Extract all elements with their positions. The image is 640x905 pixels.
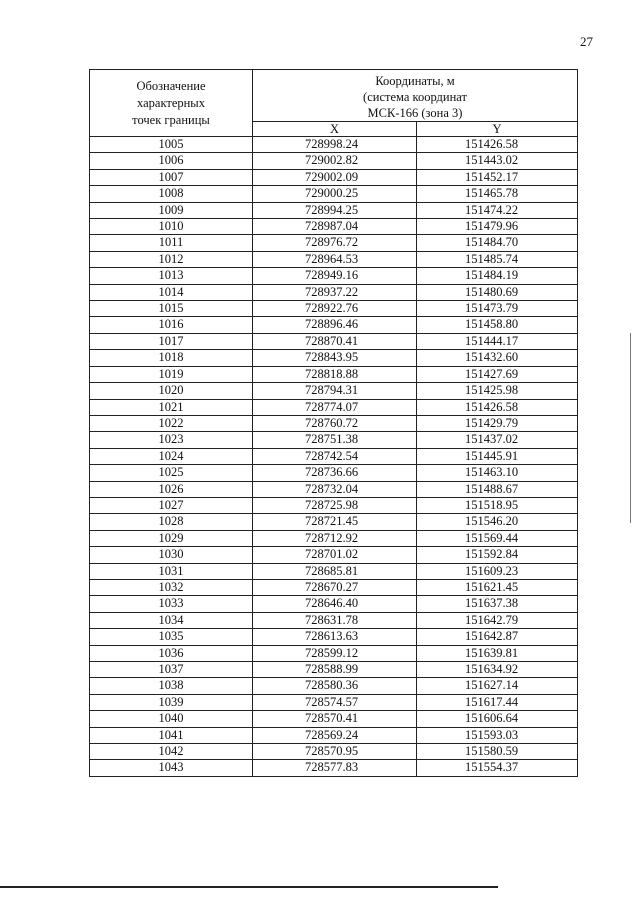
x-coordinate-cell: 728994.25 [253, 202, 417, 218]
table-row [90, 333, 578, 349]
y-coordinate-cell: 151429.79 [417, 415, 578, 431]
x-coordinate-cell: 728599.12 [253, 645, 417, 661]
point-id-cell: 1023 [90, 432, 253, 448]
x-coordinate-cell: 728949.16 [253, 268, 417, 284]
coords-header-line3: МСК-166 (зона 3) [367, 105, 463, 120]
y-coordinate-cell: 151443.02 [417, 153, 578, 169]
y-coordinate-cell: 151593.03 [417, 727, 578, 743]
point-id-cell: 1009 [90, 202, 253, 218]
point-id-cell: 1030 [90, 547, 253, 563]
table-row [90, 629, 578, 645]
y-coordinate-cell: 151580.59 [417, 744, 578, 760]
coords-header-line2: (система координат [363, 89, 467, 104]
point-id-cell: 1025 [90, 465, 253, 481]
point-id-cell: 1011 [90, 235, 253, 251]
table-row [90, 727, 578, 743]
coordinates-header [253, 70, 578, 122]
x-coordinate-cell: 728922.76 [253, 301, 417, 317]
point-designation-header [90, 70, 253, 137]
point-id-cell: 1018 [90, 350, 253, 366]
x-coordinate-cell: 728725.98 [253, 497, 417, 513]
x-coordinate-cell: 728712.92 [253, 530, 417, 546]
x-coordinate-cell: 728588.99 [253, 662, 417, 678]
point-id-cell: 1037 [90, 662, 253, 678]
table-row [90, 153, 578, 169]
y-coordinate-cell: 151634.92 [417, 662, 578, 678]
x-coordinate-cell: 728580.36 [253, 678, 417, 694]
table-row [90, 448, 578, 464]
y-coordinate-cell: 151463.10 [417, 465, 578, 481]
table-row [90, 547, 578, 563]
x-coordinate-cell: 729002.09 [253, 169, 417, 185]
y-coordinate-cell: 151465.78 [417, 186, 578, 202]
y-coordinate-cell: 151518.95 [417, 497, 578, 513]
x-coordinate-cell: 728976.72 [253, 235, 417, 251]
y-coordinate-cell: 151617.44 [417, 694, 578, 710]
table-row [90, 301, 578, 317]
page-number: 27 [580, 34, 593, 49]
y-coordinate-cell: 151480.69 [417, 284, 578, 300]
table-row [90, 235, 578, 251]
table-row [90, 137, 578, 153]
point-id-cell: 1036 [90, 645, 253, 661]
table-row [90, 268, 578, 284]
point-id-cell: 1010 [90, 219, 253, 235]
table-row [90, 530, 578, 546]
y-coordinate-cell: 151642.79 [417, 612, 578, 628]
table-row [90, 383, 578, 399]
table-row [90, 317, 578, 333]
x-coordinate-cell: 728736.66 [253, 465, 417, 481]
table-row [90, 694, 578, 710]
y-coordinate-cell: 151592.84 [417, 547, 578, 563]
y-coordinate-cell: 151445.91 [417, 448, 578, 464]
x-coordinate-cell: 728721.45 [253, 514, 417, 530]
x-coordinate-cell: 728613.63 [253, 629, 417, 645]
point-id-cell: 1021 [90, 399, 253, 415]
y-coordinate-cell: 151444.17 [417, 333, 578, 349]
point-id-cell: 1029 [90, 530, 253, 546]
coordinates-table [89, 69, 578, 777]
x-coordinate-cell: 729000.25 [253, 186, 417, 202]
x-coordinate-cell: 728646.40 [253, 596, 417, 612]
y-coordinate-cell: 151609.23 [417, 563, 578, 579]
y-coordinate-cell: 151621.45 [417, 579, 578, 595]
y-coordinate-cell: 151458.80 [417, 317, 578, 333]
point-id-cell: 1026 [90, 481, 253, 497]
point-id-cell: 1042 [90, 744, 253, 760]
table-row [90, 251, 578, 267]
table-row [90, 366, 578, 382]
y-coordinate-cell: 151426.58 [417, 399, 578, 415]
point-header-line2: характерных [137, 95, 205, 110]
x-coordinate-cell: 728774.07 [253, 399, 417, 415]
table-row [90, 219, 578, 235]
y-coordinate-cell: 151479.96 [417, 219, 578, 235]
point-id-cell: 1040 [90, 711, 253, 727]
point-id-cell: 1033 [90, 596, 253, 612]
point-id-cell: 1043 [90, 760, 253, 776]
y-coordinate-cell: 151488.67 [417, 481, 578, 497]
point-id-cell: 1016 [90, 317, 253, 333]
x-coordinate-cell: 728987.04 [253, 219, 417, 235]
x-coordinate-cell: 728569.24 [253, 727, 417, 743]
y-coordinate-cell: 151554.37 [417, 760, 578, 776]
point-id-cell: 1005 [90, 137, 253, 153]
x-coordinate-cell: 728701.02 [253, 547, 417, 563]
y-coordinate-cell: 151426.58 [417, 137, 578, 153]
table-row [90, 645, 578, 661]
point-id-cell: 1012 [90, 251, 253, 267]
y-coordinate-cell: 151473.79 [417, 301, 578, 317]
margin-scan-line [630, 333, 631, 523]
table-row [90, 563, 578, 579]
point-id-cell: 1034 [90, 612, 253, 628]
x-coordinate-cell: 728964.53 [253, 251, 417, 267]
x-coordinate-cell: 728570.95 [253, 744, 417, 760]
point-id-cell: 1032 [90, 579, 253, 595]
x-coordinate-cell: 728670.27 [253, 579, 417, 595]
table-row [90, 579, 578, 595]
y-coordinate-cell: 151452.17 [417, 169, 578, 185]
x-coordinate-cell: 728577.83 [253, 760, 417, 776]
table-row [90, 432, 578, 448]
y-coordinate-cell: 151627.14 [417, 678, 578, 694]
point-id-cell: 1022 [90, 415, 253, 431]
x-coordinate-cell: 728570.41 [253, 711, 417, 727]
table-row [90, 612, 578, 628]
table-row [90, 514, 578, 530]
point-id-cell: 1019 [90, 366, 253, 382]
x-coordinate-cell: 728937.22 [253, 284, 417, 300]
y-coordinate-cell: 151427.69 [417, 366, 578, 382]
table-row [90, 662, 578, 678]
x-coordinate-cell: 728843.95 [253, 350, 417, 366]
point-id-cell: 1006 [90, 153, 253, 169]
table-row [90, 169, 578, 185]
x-coordinate-cell: 728751.38 [253, 432, 417, 448]
x-coordinate-cell: 728870.41 [253, 333, 417, 349]
point-id-cell: 1039 [90, 694, 253, 710]
x-coordinate-cell: 729002.82 [253, 153, 417, 169]
table-row [90, 284, 578, 300]
table-row [90, 202, 578, 218]
y-coordinate-cell: 151637.38 [417, 596, 578, 612]
y-column-header: Y [417, 122, 578, 137]
x-coordinate-cell: 728818.88 [253, 366, 417, 382]
x-coordinate-cell: 728760.72 [253, 415, 417, 431]
point-id-cell: 1020 [90, 383, 253, 399]
y-coordinate-cell: 151485.74 [417, 251, 578, 267]
y-coordinate-cell: 151437.02 [417, 432, 578, 448]
point-id-cell: 1017 [90, 333, 253, 349]
y-coordinate-cell: 151474.22 [417, 202, 578, 218]
y-coordinate-cell: 151425.98 [417, 383, 578, 399]
coords-header-line1: Координаты, м [375, 73, 455, 88]
y-coordinate-cell: 151639.81 [417, 645, 578, 661]
y-coordinate-cell: 151484.70 [417, 235, 578, 251]
point-id-cell: 1008 [90, 186, 253, 202]
table-row [90, 415, 578, 431]
table-row [90, 481, 578, 497]
y-coordinate-cell: 151606.64 [417, 711, 578, 727]
point-id-cell: 1015 [90, 301, 253, 317]
point-id-cell: 1013 [90, 268, 253, 284]
table-row [90, 744, 578, 760]
point-id-cell: 1024 [90, 448, 253, 464]
table-row [90, 399, 578, 415]
x-coordinate-cell: 728631.78 [253, 612, 417, 628]
table-row [90, 186, 578, 202]
table-row [90, 596, 578, 612]
point-id-cell: 1007 [90, 169, 253, 185]
x-column-header: X [253, 122, 417, 137]
point-id-cell: 1014 [90, 284, 253, 300]
table-body [90, 137, 578, 777]
point-id-cell: 1035 [90, 629, 253, 645]
y-coordinate-cell: 151484.19 [417, 268, 578, 284]
x-coordinate-cell: 728574.57 [253, 694, 417, 710]
point-id-cell: 1028 [90, 514, 253, 530]
x-coordinate-cell: 728685.81 [253, 563, 417, 579]
x-coordinate-cell: 728998.24 [253, 137, 417, 153]
y-coordinate-cell: 151432.60 [417, 350, 578, 366]
table-row [90, 760, 578, 776]
y-coordinate-cell: 151642.87 [417, 629, 578, 645]
table-row [90, 497, 578, 513]
point-id-cell: 1027 [90, 497, 253, 513]
x-coordinate-cell: 728794.31 [253, 383, 417, 399]
table-row [90, 678, 578, 694]
point-id-cell: 1031 [90, 563, 253, 579]
x-coordinate-cell: 728896.46 [253, 317, 417, 333]
bottom-rule [0, 886, 498, 888]
table-row [90, 465, 578, 481]
point-id-cell: 1038 [90, 678, 253, 694]
point-header-line3: точек границы [132, 112, 210, 127]
point-header-line1: Обозначение [136, 78, 206, 93]
y-coordinate-cell: 151569.44 [417, 530, 578, 546]
table-row [90, 350, 578, 366]
x-coordinate-cell: 728732.04 [253, 481, 417, 497]
point-id-cell: 1041 [90, 727, 253, 743]
table-row [90, 711, 578, 727]
y-coordinate-cell: 151546.20 [417, 514, 578, 530]
x-coordinate-cell: 728742.54 [253, 448, 417, 464]
